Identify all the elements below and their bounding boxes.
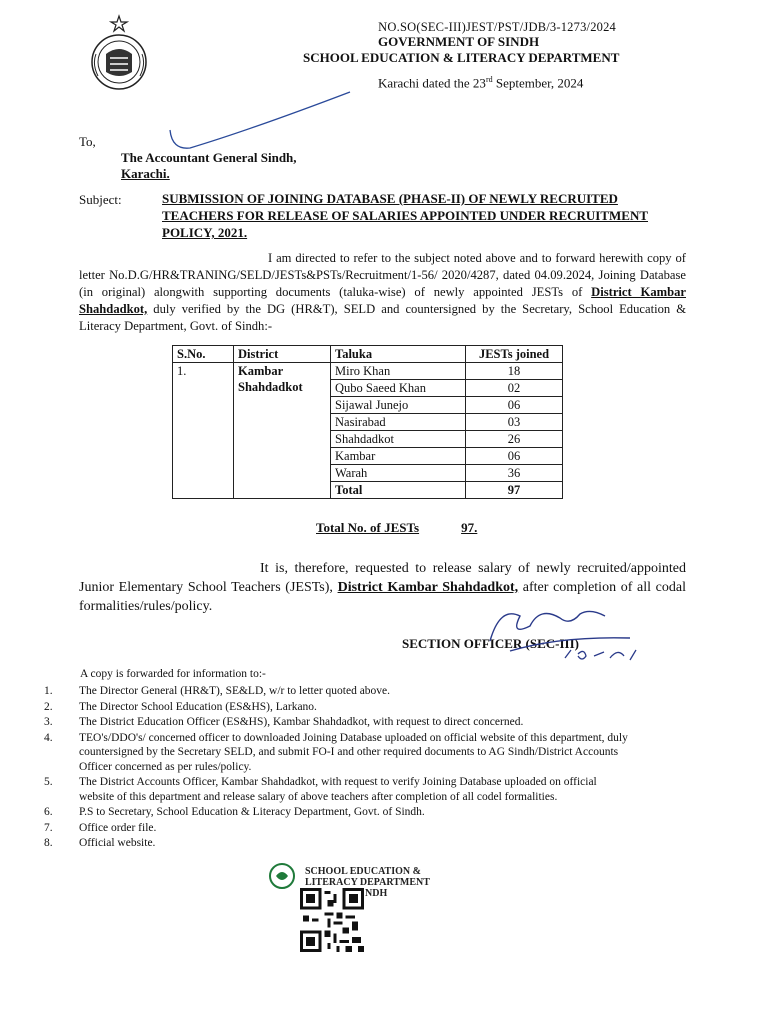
copy-list: [44, 684, 634, 852]
cell-total-label: Total: [331, 482, 466, 499]
cell-count: 06: [466, 448, 563, 465]
list-item: 3. The District Education Officer (ES&HS), Kambar Shahdadkot, with request to direct concerned.: [44, 716, 524, 728]
government-title: GOVERNMENT OF SINDH: [378, 34, 540, 49]
body-paragraph-2: It is, therefore, requested to release salary of newly recruited/appointed Junior Elementary School Teachers (JESTs), District Kambar Shahdadkot, after completion of all codal formalities/rules/policy.: [79, 561, 686, 614]
cell-count: 03: [466, 414, 563, 431]
cell-sno: 1.: [173, 363, 234, 499]
cell-count: 06: [466, 397, 563, 414]
qr-code-icon: [300, 888, 364, 952]
cell-taluka: Qubo Saeed Khan: [331, 380, 466, 397]
list-item: 2. The Director School Education (ES&HS), Larkano.: [44, 700, 317, 713]
cell-count: 02: [466, 380, 563, 397]
subject-text: SUBMISSION OF JOINING DATABASE (PHASE-II) OF NEWLY RECRUITED TEACHERS FOR RELEASE OF SALARIES APPOINTED UNDER RECRUITMENT POLICY, 2021.: [162, 191, 649, 240]
reference-number: NO.SO(SEC-III)JEST/PST/JDB/3-1273/2024: [378, 20, 616, 34]
recipient-city: Karachi.: [121, 166, 170, 181]
cell-taluka: Nasirabad: [331, 414, 466, 431]
section-officer-title: SECTION OFFICER (SEC-III): [402, 636, 579, 651]
table-header-row: [173, 346, 563, 363]
header-sno: S.No.: [173, 346, 234, 363]
cell-district: Kambar Shahdadkot: [234, 363, 331, 499]
header-taluka: Taluka: [331, 346, 466, 363]
table-row: [173, 363, 563, 380]
list-item: 8. Official website.: [44, 837, 156, 849]
signature-scribble: [470, 596, 650, 676]
copy-forwarded-header: A copy is forwarded for information to:-: [80, 668, 266, 680]
subject-label: Subject:: [79, 192, 122, 207]
department-stamp-text: SCHOOL EDUCATION & LITERACY DEPARTMENT NDH: [305, 866, 430, 899]
cell-total-value: 97: [466, 482, 563, 499]
letter-date: Karachi dated the 23rd September, 2024: [378, 75, 584, 91]
header-district: District: [234, 346, 331, 363]
cell-count: 26: [466, 431, 563, 448]
list-item: 7. Office order file.: [44, 821, 157, 834]
cell-count: 18: [466, 363, 563, 380]
list-item: 5. The District Accounts Officer, Kambar Shahdadkot, with request to verify Joining Database uploaded on official website of this department and release salary of above teachers after completion of all codel formalities.: [44, 776, 597, 803]
jests-table: [172, 345, 563, 499]
department-logo-icon: [268, 862, 296, 890]
cell-taluka: Miro Khan: [331, 363, 466, 380]
to-label: To,: [79, 134, 96, 149]
cell-count: 36: [466, 465, 563, 482]
sindh-emblem-icon: [88, 14, 150, 92]
total-jests-summary: Total No. of JESTs 97.: [316, 520, 478, 535]
list-item: 1. The Director General (HR&T), SE&LD, w/r to letter quoted above.: [44, 685, 391, 697]
list-item: 6. P.S to Secretary, School Education & Literacy Department, Govt. of Sindh.: [44, 806, 425, 818]
cell-taluka: Kambar: [331, 448, 466, 465]
cell-taluka: Sijawal Junejo: [331, 397, 466, 414]
body-paragraph-1: I am directed to refer to the subject noted above and to forward herewith copy of letter No.D.G/HR&TRANING/SELD/JESTs&PSTs/Recruitment/1-56/ 2020/4287, dated 04.09.2024, Joining Database (in original) alongwith supporting documents (taluka-wise) of newly appointed JESTs of District Kambar Shahdadkot, duly verified by the DG (HR&T), SELD and countersigned by the Secretary, School Education & Literacy Department, Govt. of Sindh:-: [79, 251, 686, 333]
cell-taluka: Warah: [331, 465, 466, 482]
department-title: SCHOOL EDUCATION & LITERACY DEPARTMENT: [303, 50, 620, 65]
list-item: 4. TEO's/DDO's/ concerned officer to downloaded Joining Database uploaded on official website of this department, duly countersigned by the Secretary SELD, and submit FO-I and other required documents to AG Sindh/District Accounts Officer concerned as per rules/policy.: [44, 731, 628, 773]
header-jests-joined: JESTs joined: [466, 346, 563, 363]
recipient-name: The Accountant General Sindh,: [121, 150, 297, 165]
cell-taluka: Shahdadkot: [331, 431, 466, 448]
